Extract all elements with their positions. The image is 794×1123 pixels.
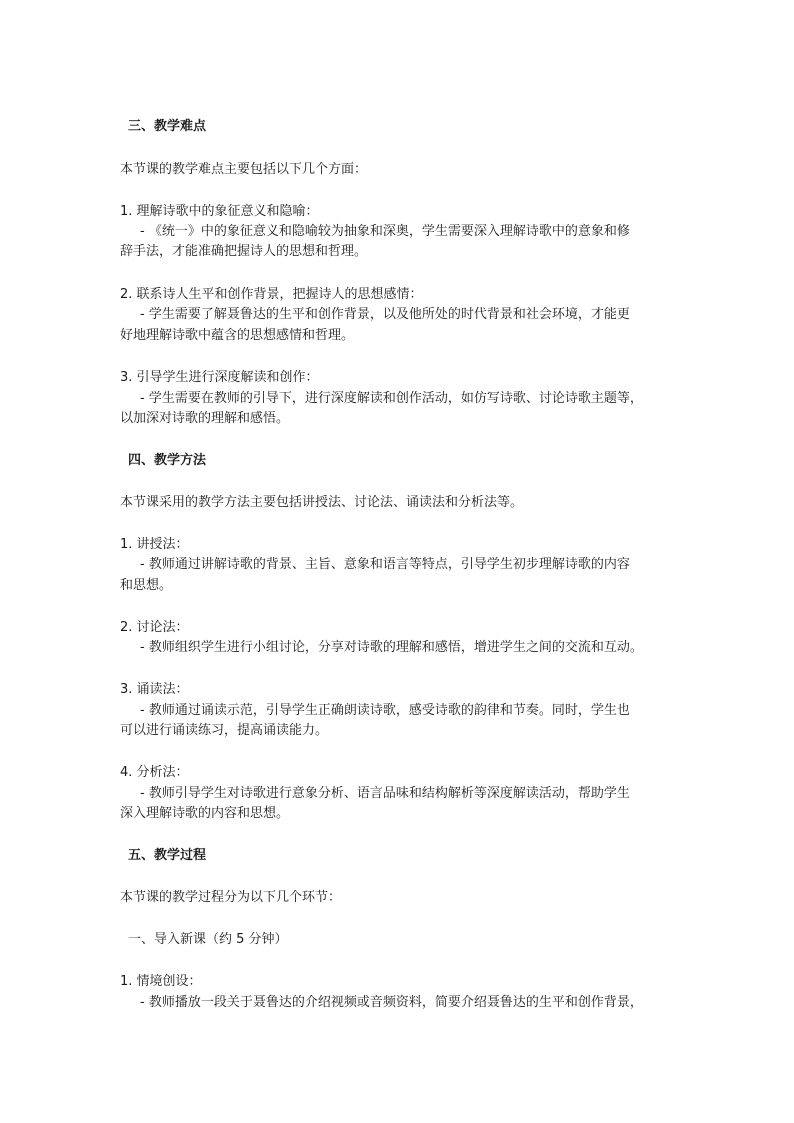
paragraph: 本节课的教学过程分为以下几个环节： bbox=[120, 890, 342, 905]
list-item-title: 1. 情境创设： bbox=[120, 974, 202, 989]
list-item-text: 以加深对诗歌的理解和感悟。 bbox=[120, 411, 290, 426]
list-item-text: - 教师组织学生进行小组讨论，分享对诗歌的理解和感悟，增进学生之间的交流和互动。 bbox=[140, 640, 643, 655]
list-item-text: - 教师引导学生对诗歌进行意象分析、语言品味和结构解析等深度解读活动，帮助学生 bbox=[140, 786, 630, 801]
list-item-text: - 学生需要了解聂鲁达的生平和创作背景，以及他所处的时代背景和社会环境，才能更 bbox=[140, 307, 630, 322]
list-item-text: - 《统一》中的象征意义和隐喻较为抽象和深奥，学生需要深入理解诗歌中的意象和修 bbox=[140, 224, 630, 239]
list-item-title: 2. 联系诗人生平和创作背景，把握诗人的思想感情： bbox=[120, 287, 423, 302]
list-item-text: 可以进行诵读练习，提高诵读能力。 bbox=[120, 723, 329, 738]
list-item-text: - 教师通过讲解诗歌的背景、主旨、意象和语言等特点，引导学生初步理解诗歌的内容 bbox=[140, 557, 630, 572]
list-item-text: 辞手法，才能准确把握诗人的思想和哲理。 bbox=[120, 244, 368, 259]
list-item-title: 2. 讨论法： bbox=[120, 620, 189, 635]
subsection-heading: 一、导入新课（约 5 分钟） bbox=[128, 932, 288, 947]
list-item-text: 好地理解诗歌中蕴含的思想感情和哲理。 bbox=[120, 328, 355, 343]
section-heading: 五、教学过程 bbox=[128, 848, 207, 863]
list-item-title: 3. 引导学生进行深度解读和创作： bbox=[120, 370, 319, 385]
list-item-title: 4. 分析法： bbox=[120, 765, 189, 780]
list-item-text: 和思想。 bbox=[120, 578, 173, 593]
paragraph: 本节课采用的教学方法主要包括讲授法、讨论法、诵读法和分析法等。 bbox=[120, 495, 524, 510]
list-item-text: - 学生需要在教师的引导下，进行深度解读和创作活动，如仿写诗歌、讨论诗歌主题等， bbox=[140, 391, 643, 406]
section-heading: 四、教学方法 bbox=[128, 453, 207, 468]
section-heading: 三、教学难点 bbox=[128, 119, 207, 134]
list-item-text: 深入理解诗歌的内容和思想。 bbox=[120, 806, 290, 821]
list-item-title: 3. 诵读法： bbox=[120, 682, 189, 697]
paragraph: 本节课的教学难点主要包括以下几个方面： bbox=[120, 162, 368, 177]
list-item-title: 1. 讲授法： bbox=[120, 537, 189, 552]
list-item-title: 1. 理解诗歌中的象征意义和隐喻： bbox=[120, 204, 319, 219]
list-item-text: - 教师播放一段关于聂鲁达的介绍视频或音频资料，简要介绍聂鲁达的生平和创作背景， bbox=[140, 995, 643, 1010]
list-item-text: - 教师通过诵读示范，引导学生正确朗读诗歌，感受诗歌的韵律和节奏。同时，学生也 bbox=[140, 703, 630, 718]
